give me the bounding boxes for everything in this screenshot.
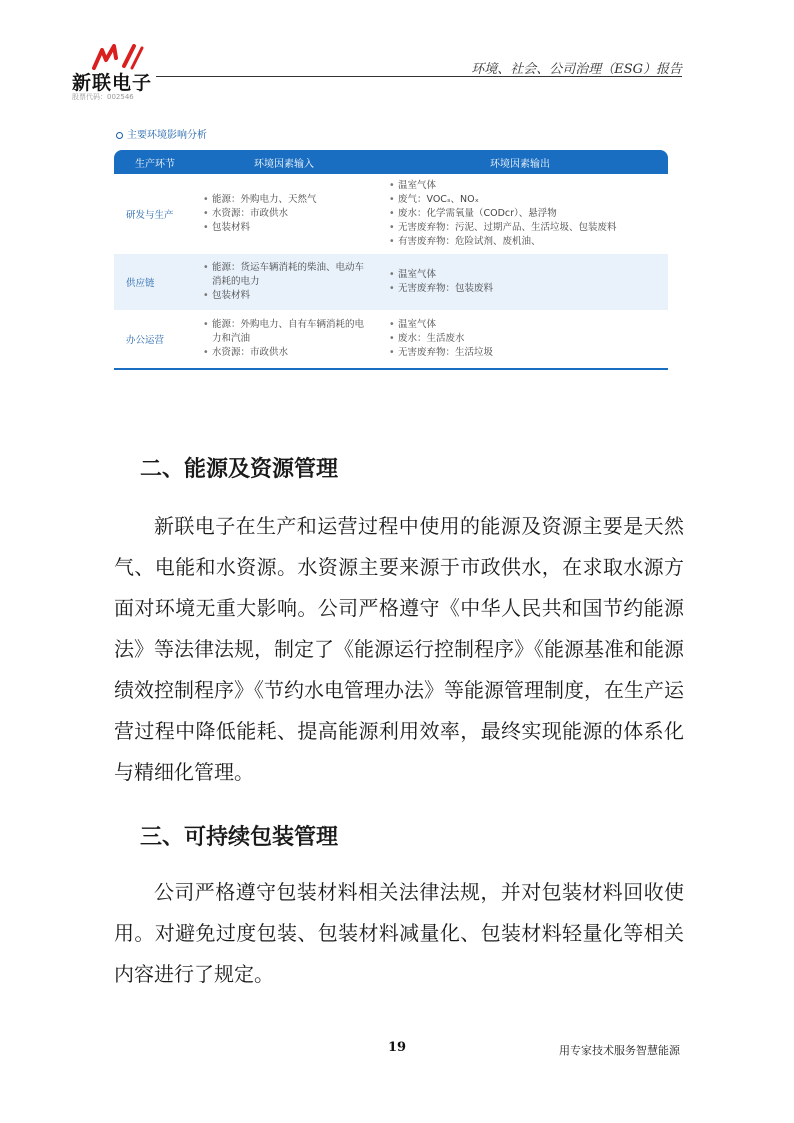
outputs-cell xyxy=(372,254,668,310)
section-body-packaging: 公司严格遵守包装材料相关法律法规，并对包装材料回收使用。对避免过度包装、包装材料减量化、包装材料轻量化等相关内容进行了规定。 xyxy=(114,880,684,986)
inputs-cell xyxy=(106,254,372,310)
table-bottom-rule xyxy=(114,368,668,370)
list-item: • 包装材料 xyxy=(212,221,317,235)
list-item: • 能源：外购电力、自有车辆消耗的电力和汽油 xyxy=(212,318,372,346)
column-header-stage: 生产环节 xyxy=(135,158,175,170)
list-item: • 水资源：市政供水 xyxy=(212,346,372,360)
environmental-impact-table xyxy=(114,150,668,370)
report-title: 环境、社会、公司治理（ESG）报告 xyxy=(471,62,682,77)
table-caption xyxy=(116,126,207,141)
list-item: • 无害废弃物：包装废料 xyxy=(398,282,493,296)
list-item: • 温室气体 xyxy=(398,318,493,332)
outputs-cell xyxy=(372,174,668,254)
table-row xyxy=(114,310,668,368)
list-item: • 废气：VOCₛ、NOₓ xyxy=(398,193,617,207)
list-item: • 能源：货运车辆消耗的柴油、电动车消耗的电力 xyxy=(212,261,372,289)
table-header-row xyxy=(114,150,668,174)
circle-bullet-icon xyxy=(116,132,123,139)
list-item: • 废水：生活废水 xyxy=(398,332,493,346)
logo-mark-icon xyxy=(92,44,144,70)
list-item: • 能源：外购电力、天然气 xyxy=(212,193,317,207)
company-name: 新联电子 xyxy=(72,72,153,94)
environmental-impact-figure xyxy=(114,118,672,372)
table-row xyxy=(114,254,668,310)
footer-slogan: 用专家技术服务智慧能源 xyxy=(559,1044,680,1057)
outputs-cell xyxy=(372,310,668,368)
stage-cell: 办公运营 xyxy=(126,335,165,346)
section-heading-energy: 二、能源及资源管理 xyxy=(140,456,339,482)
stage-cell: 研发与生产 xyxy=(126,210,174,221)
section-body-energy: 新联电子在生产和运营过程中使用的能源及资源主要是天然气、电能和水资源。水资源主要来源于市政供水，在求取水源方面对环境无重大影响。公司严格遵守《中华人民共和国节约能源法》等法律法规，制定了《能源运行控制程序》《能源基准和能源绩效控制程序》《节约水电管理办法》等能源管理制度，在生产运营过程中降低能耗、提高能源利用效率，最终实现能源的体系化与精细化管理。 xyxy=(114,514,684,784)
page-number: 19 xyxy=(388,1040,407,1055)
company-logo xyxy=(72,44,164,100)
list-item: • 温室气体 xyxy=(398,268,493,282)
column-header-outputs: 环境因素输出 xyxy=(490,158,550,170)
list-item: • 有害废弃物：危险试剂、废机油、 xyxy=(398,235,617,249)
list-item: • 包装材料 xyxy=(212,289,372,303)
list-item: • 无害废弃物：污泥、过期产品、生活垃圾、包装废料 xyxy=(398,221,617,235)
table-caption-text: 主要环境影响分析 xyxy=(127,130,207,141)
list-item: • 无害废弃物：生活垃圾 xyxy=(398,346,493,360)
inputs-cell xyxy=(106,310,372,368)
list-item: • 废水：化学需氧量（CODcr）、悬浮物 xyxy=(398,207,617,221)
list-item: • 水资源：市政供水 xyxy=(212,207,317,221)
stage-cell: 供应链 xyxy=(126,278,155,289)
section-heading-packaging: 三、可持续包装管理 xyxy=(140,824,339,850)
column-header-inputs: 环境因素输入 xyxy=(254,158,314,170)
inputs-cell xyxy=(106,174,372,254)
list-item: • 温室气体 xyxy=(398,179,617,193)
table-row xyxy=(114,174,668,254)
stock-code: 股票代码：002546 xyxy=(72,93,134,101)
